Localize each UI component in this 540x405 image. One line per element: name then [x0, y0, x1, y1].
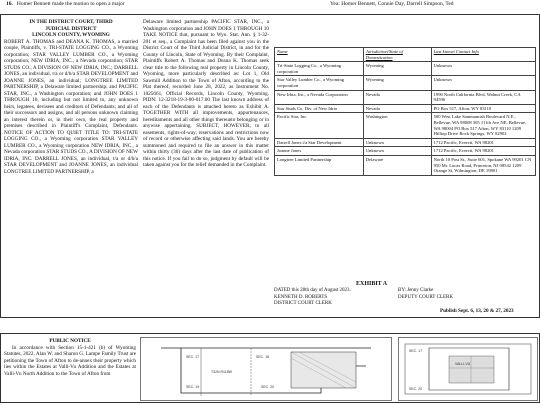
- table-cell: Star Studs Co. Div. of New Idria: [275, 104, 364, 113]
- deputy-title: DEPUTY COURT CLERK: [398, 294, 453, 300]
- signature-right: [398, 288, 453, 301]
- table-cell: PO Box 517, Afton, WY 83110: [431, 104, 535, 113]
- table-cell: Pacific Star, Inc.: [275, 113, 364, 138]
- table-row: [275, 155, 536, 175]
- table-cell: Unknown: [431, 62, 535, 76]
- table-cell: Unknown: [431, 76, 535, 90]
- table-cell: Darrell Jones t/a Star Development: [275, 138, 364, 147]
- table-cell: Delaware: [363, 155, 431, 175]
- map2-label-2: VALLI-VU: [455, 362, 471, 366]
- publish-dates: Publish Sept. 6, 13, 20 & 27, 2023: [440, 308, 514, 314]
- table-cell: Nevada: [363, 90, 431, 104]
- table-cell: 1712 Pacific, Everett, WA 98201: [431, 147, 535, 156]
- motion-text: Homer Bennett made the motion to open a major: [16, 1, 125, 7]
- table-cell: Tri-State Logging Co., a Wyoming corporation: [275, 62, 364, 76]
- map2-label-0: SEC. 17: [409, 349, 423, 353]
- map1-label-3: SEC. 19: [186, 385, 200, 389]
- table-row: [275, 113, 536, 138]
- vote-text: Yea: Homer Bennett, Connie Day, Darrell Simpson, Ted: [330, 1, 454, 7]
- table-row: [275, 104, 536, 113]
- public-notice-column: [4, 338, 136, 400]
- table-row: [275, 62, 536, 76]
- item-number: 16.: [6, 1, 13, 7]
- court-heading-1: IN THE DISTRICT COURT, THIRD: [29, 19, 113, 25]
- clerk-title: DISTRICT COURT CLERK: [274, 301, 332, 306]
- table-cell: New Idria, Inc., a Nevada Corporation: [275, 90, 364, 104]
- table-body: [275, 62, 536, 176]
- table-header-cell: Name: [275, 48, 364, 62]
- table-cell: Unknown: [363, 147, 431, 156]
- table-cell: Wyoming: [363, 62, 431, 76]
- map1-label-1: SEC. 18: [256, 355, 270, 359]
- table-row: [275, 76, 536, 90]
- table-cell: 1712 Pacific, Everett, WA 98201: [431, 138, 535, 147]
- notice-column-2: [143, 19, 269, 315]
- map1-label-2: T32N R118W: [211, 370, 232, 374]
- map1-label-0: SEC. 17: [186, 355, 200, 359]
- map1-label-4: SEC. 20: [261, 385, 275, 389]
- table-cell: Unknown: [363, 138, 431, 147]
- notice-body-text: Delaware limited partnership PACIFIC STAR, INC., a Washington corporation and JOHN DOES 1 THROUGH 10 TAKE NOTICE that, pursuant to Wyo. Stat. Ann. § 1-32-201 et seq., a Complaint has been filed against you in the District Court of the Third Judicial District, in and for the County of Lincoln, State of Wyoming. By their Complaint, Plaintiffs Robert A. Thomas and Deana K. Thomas seek clear title to the following real property in Lincoln County, Wyoming, more particularly described as: Lot 1, Old Sawmill Addition to the Town of Afton, according to the Plat thereof, recorded June 28, 2022, as Instrument No. 1025661, Official Records, Lincoln County, Wyoming. PIDN: 12-3218-19-3-00-017.00 The last known address of each of the Defendants is attached hereto as Exhibit A. TOGETHER WITH all improvements, appurtenances, hereditaments and all other things thereunto belonging or in anywise appertaining. SUBJECT, HOWEVER, to all easements, rights-of-way, reservations and restrictions now of record or otherwise affecting said lands. You are hereby summoned and required to file an answer in this matter within thirty (30) days after the last date of publication of this notice. If you fail to do so, judgment by default will be taken against you for the relief demanded in the Complaint.: [143, 19, 269, 168]
- table-header-row: [275, 48, 536, 62]
- court-heading-2: JUDICIAL DISTRICT: [45, 25, 97, 32]
- table-cell: Nevada: [363, 104, 431, 113]
- map2-label-1: SEC. 20: [409, 387, 423, 391]
- table-cell: Joanne Jones: [275, 147, 364, 156]
- annexation-map-2: [398, 337, 538, 401]
- signature-left: [274, 288, 351, 308]
- table-row: [275, 90, 536, 104]
- table-cell: 1990 North California Blvd, Walnut Creek, CA 94596: [431, 90, 535, 104]
- dated-line: DATED this 28th day of August 2023.: [274, 288, 351, 293]
- public-notice-body: In accordance with Section 15-1-421 (b) of Wyoming Statutes, 2022, Alan W. and Sharon G. Lampe Family Trust are petitioning the Town of Afton to de-annex their property which lies within the Estates at Valli-Vu Addition and the Estates at Valli-Vu North Addition to the Town of Afton from: [4, 344, 136, 377]
- table-row: [275, 147, 536, 156]
- public-notice-heading: PUBLIC NOTICE: [49, 338, 91, 344]
- exhibit-label: EXHIBIT A: [356, 281, 388, 287]
- table-cell: Wyoming: [363, 76, 431, 90]
- table-cell: Longtree Limited Partnership: [275, 155, 364, 175]
- table-cell: Washington: [363, 113, 431, 138]
- table-cell: Star Valley Lumber Co., a Wyoming corporation: [275, 76, 364, 90]
- court-heading-3: LINCOLN COUNTY, WYOMING: [32, 32, 110, 38]
- notice-parties-text: ROBERT A. THOMAS and DEANA K. THOMAS, a married couple, Plaintiffs, v. TRI-STATE LOGGING CO., a Wyoming corporation; STAR VALLEY LUMBER CO., a Wyoming corporation; NEW IDRIA, INC., a Nevada corporation; STAR STUDS CO., A DIVISION OF NEW IDRIA, INC.; DARRELL JONES, an individual, t/a or d/b/a STAR DEVELOPMENT and JOANNE JONES, an individual; LONGTREE LIMITED PARTNERSHIP, a Delaware limited partnership; and PACIFIC STAR, INC., a Washington corporation; and JOHN DOES 1 THROUGH 10, including but not limited to, any unknown heirs, legatees, devisees and creditors of Defendants; and all of their successors and assigns, and all persons unknown claiming an interest therein or, in their own, the real property and premises described in Plaintiff's Complaint, Defendants. NOTICE OF ACTION TO QUIET TITLE TO: TRI-STATE LOGGING CO., a Wyoming corporation STAR VALLEY LUMBER CO., a Wyoming corporation NEW IDRIA, INC., a Nevada corporation STAR STUDS CO., A DIVISION OF NEW IDRIA, INC. DARRELL JONES, an individual, t/a or d/b/a STAR DEVELOPMENT and JOANNE JONES, an individual LONGTREE LIMITED PARTNERSHIP, a: [4, 38, 138, 175]
- table-cell: 500 West Lake Sammamish Boulevard N.E., Bellevue, WA 98008 305 111th Ave NE, Bellevue, WA 98004 PO Box 517 Afton, WY 83110 1209 Hilltop Drive Rock Springs, WY 82902: [431, 113, 535, 138]
- defendants-table: [274, 47, 536, 176]
- table-row: [275, 138, 536, 147]
- table-header-cell: Jurisdiction/State of Domestication: [363, 48, 431, 62]
- notice-column-1: [4, 19, 138, 315]
- annexation-map-1: [140, 337, 392, 401]
- previous-article-strip: [0, 0, 540, 8]
- table-cell: North 10 Post St., Suite 601, Spokane WA 99201 CN 950 Mr. Lucas Road, Princeton, NJ 08542 1209 Orange St, Wilmington, DE 19801: [431, 155, 535, 175]
- table-header-cell: Last known Contact Info: [431, 48, 535, 62]
- defendants-table-wrap: [274, 47, 536, 176]
- deputy-name: BY: Jenny Clarke: [398, 288, 434, 293]
- clerk-name: KENNETH D. ROBERTS: [274, 294, 328, 300]
